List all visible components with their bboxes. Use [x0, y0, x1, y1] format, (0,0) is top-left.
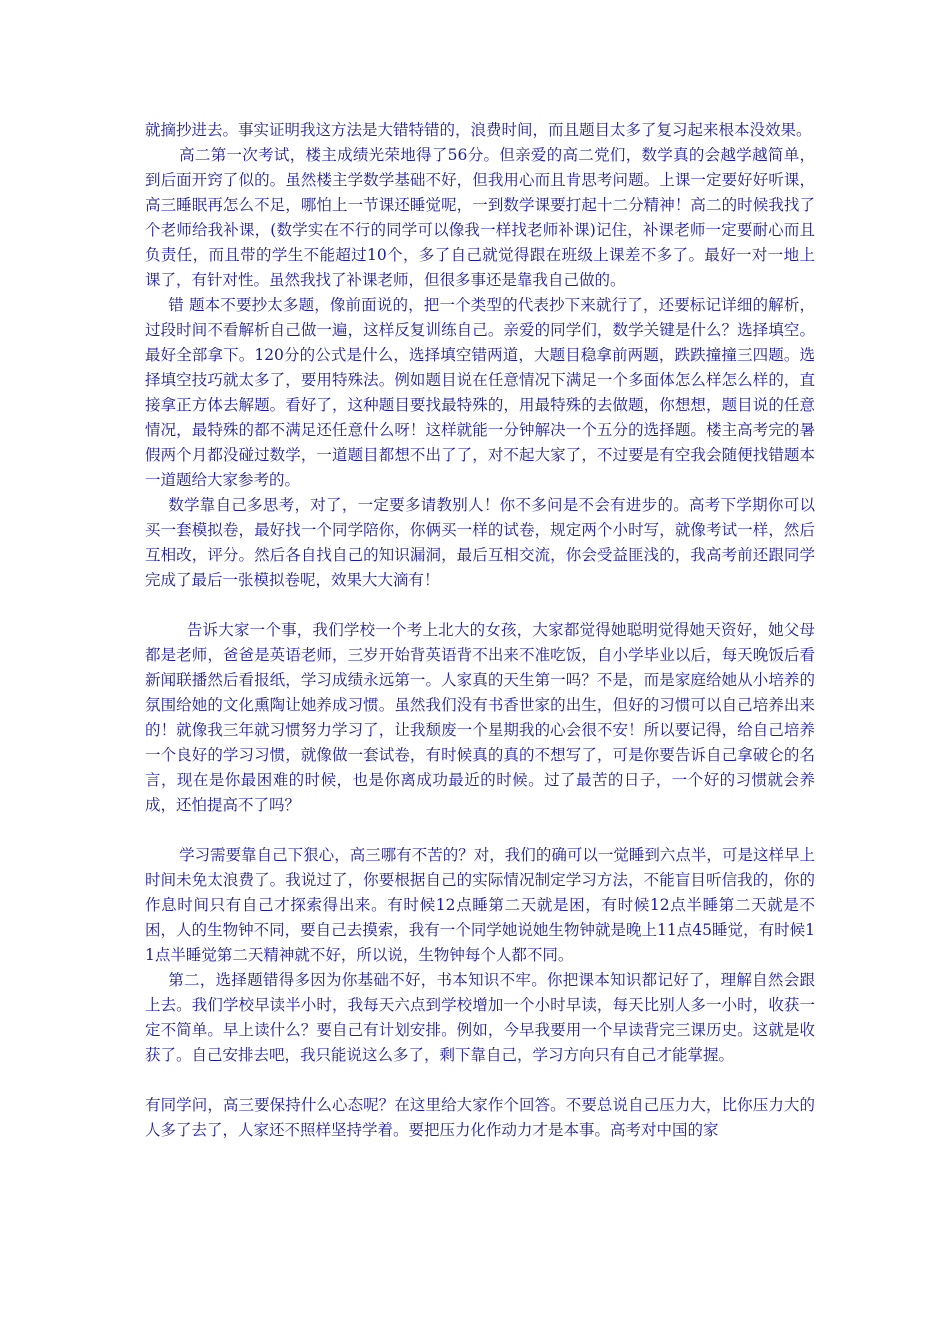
paragraph-gap — [145, 1068, 815, 1093]
document-page — [145, 118, 815, 1143]
paragraph-3: 错 题本不要抄太多题，像前面说的，把一个类型的代表抄下来就行了，还要标记详细的解析，过段时间不看解析自己做一遍，这样反复训练自己。亲爱的同学们，数学关键是什么？选择填空。最好全部拿下。120分的公式是什么，选择填空错两道，大题目稳拿前两题，跌跌撞撞三四题。选择填空技巧就太多了，要用特殊法。例如题目说在任意情况下满足一个多面体怎么样怎么样的，直接拿正方体去解题。看好了，这种题目要找最特殊的，用最特殊的去做题，你想想，题目说的任意情况，最特殊的都不满足还任意什么呀！这样就能一分钟解决一个五分的选择题。楼主高考完的暑假两个月都没碰过数学，一道题目都想不出了了，对不起大家了，不过要是有空我会随便找错题本一道题给大家参考的。 — [145, 296, 815, 489]
paragraph-gap — [145, 818, 815, 843]
paragraph-8: 有同学问，高三要保持什么心态呢？在这里给大家作个回答。不要总说自己压力大，比你压力大的人多了去了，人家还不照样坚持学着。要把压力化作动力才是本事。高考对中国的家 — [145, 1096, 815, 1139]
paragraph-gap — [145, 593, 815, 618]
paragraph-6: 学习需要靠自己下狠心，高三哪有不苦的？对，我们的确可以一觉睡到六点半，可是这样早上时间未免太浪费了。我说过了，你要根据自己的实际情况制定学习方法，不能盲目听信我的，你的作息时间只有自己才探索得出来。有时候12点睡第二天就是困，有时候12点半睡第二天就是不困，人的生物钟不同，要自己去摸索，我有一个同学她说她生物钟就是晚上11点45睡觉，有时候11点半睡觉第二天精神就不好，所以说，生物钟每个人都不同。 — [145, 846, 815, 964]
paragraph-7: 第二，选择题错得多因为你基础不好，书本知识不牢。你把课本知识都记好了，理解自然会跟上去。我们学校早读半小时，我每天六点到学校增加一个小时早读，每天比别人多一小时，收获一定不简单。早上读什么？要自己有计划安排。例如，今早我要用一个早读背完三课历史。这就是收获了。自己安排去吧，我只能说这么多了，剩下靠自己，学习方向只有自己才能掌握。 — [145, 971, 815, 1064]
paragraph-4: 数学靠自己多思考，对了，一定要多请教别人！你不多问是不会有进步的。高考下学期你可以买一套模拟卷，最好找一个同学陪你，你俩买一样的试卷，规定两个小时写，就像考试一样，然后互相改，评分。然后各自找自己的知识漏洞，最后互相交流，你会受益匪浅的，我高考前还跟同学完成了最后一张模拟卷呢，效果大大滴有！ — [145, 496, 815, 589]
paragraph-5: 告诉大家一个事，我们学校一个考上北大的女孩，大家都觉得她聪明觉得她天资好，她父母都是老师，爸爸是英语老师，三岁开始背英语背不出来不准吃饭，自小学毕业以后，每天晚饭后看新闻联播然后看报纸，学习成绩永远第一。人家真的天生第一吗？不是，而是家庭给她从小培养的氛围给她的文化熏陶让她养成习惯。虽然我们没有书香世家的出生，但好的习惯可以自己培养出来的！就像我三年就习惯努力学习了，让我颓废一个星期我的心会很不安！所以要记得，给自己培养一个良好的学习习惯，就像做一套试卷，有时候真的真的不想写了，可是你要告诉自己拿破仑的名言，现在是你最困难的时候，也是你离成功最近的时候。过了最苦的日子，一个好的习惯就会养成，还怕提高不了吗？ — [145, 621, 815, 814]
paragraph-2: 高二第一次考试，楼主成绩光荣地得了56分。但亲爱的高二党们，数学真的会越学越简单，到后面开窍了似的。虽然楼主学数学基础不好，但我用心而且肯思考问题。上课一定要好好听课，高三睡眠再怎么不足，哪怕上一节课还睡觉呢，一到数学课要打起十二分精神！高二的时候我找了个老师给我补课，(数学实在不行的同学可以像我一样找老师补课)记住，补课老师一定要耐心而且负责任，而且带的学生不能超过10个，多了自己就觉得跟在班级上课差不多了。最好一对一地上课了，有针对性。虽然我找了补课老师，但很多事还是靠我自己做的。 — [145, 146, 815, 289]
paragraph-1: 就摘抄进去。事实证明我这方法是大错特错的，浪费时间，而且题目太多了复习起来根本没效果。 — [145, 121, 812, 139]
